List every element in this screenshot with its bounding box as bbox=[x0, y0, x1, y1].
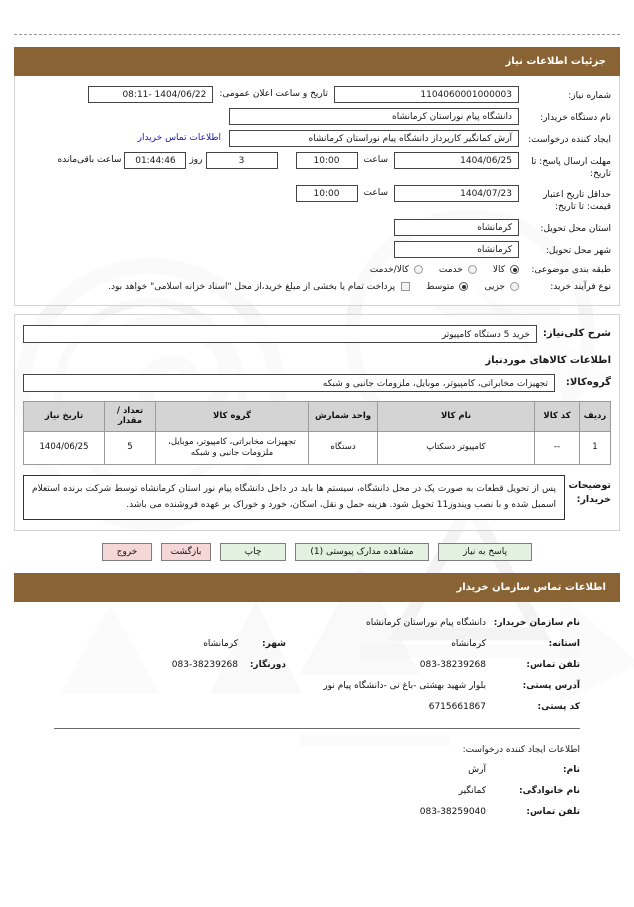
contact-fax-label: دورنگار: bbox=[249, 660, 286, 671]
col-header-date: تاریخ نیاز bbox=[24, 401, 105, 431]
goods-section-title: اطلاعات کالاهای موردنیاز bbox=[485, 354, 611, 366]
radio-option-kala[interactable] bbox=[493, 265, 519, 275]
goods-group-row bbox=[23, 374, 611, 392]
price-validity-label: حداقل تاریخ اعتبار قیمت: تا تاریخ: bbox=[543, 190, 611, 213]
contact-phone-label: تلفن تماس: bbox=[526, 660, 580, 671]
creator-value: آرش کمانگیر کارپرداز دانشگاه پیام نوراستان کرمانشاه bbox=[229, 130, 519, 147]
buyer-contact-link[interactable]: اطلاعات تماس خریدار bbox=[137, 133, 221, 143]
countdown-value: 01:44:46 bbox=[124, 152, 186, 169]
radio-option-motevaset[interactable] bbox=[426, 282, 468, 292]
action-button-row bbox=[14, 543, 620, 561]
buyer-org-row bbox=[23, 108, 611, 125]
radio-label-khedmat: خدمت bbox=[438, 264, 463, 275]
checkbox-icon-treasury[interactable] bbox=[401, 282, 410, 291]
contact-org-row bbox=[54, 618, 580, 628]
contact-city-label: شهر: bbox=[262, 639, 286, 650]
radio-option-kala-khedmat[interactable] bbox=[370, 265, 423, 275]
reply-deadline-label: مهلت ارسال پاسخ: تا تاریخ: bbox=[531, 157, 611, 180]
creator-section-title: اطلاعات ایجاد کننده درخواست: bbox=[462, 745, 580, 756]
page-root bbox=[0, 34, 634, 904]
price-validity-time: 10:00 bbox=[296, 185, 358, 202]
radio-option-jozii[interactable] bbox=[484, 282, 519, 292]
radio-label-jozii: جزیی bbox=[484, 281, 505, 292]
price-validity-row bbox=[23, 185, 611, 213]
need-number-row bbox=[23, 86, 611, 103]
col-header-group: گروه کالا bbox=[156, 401, 309, 431]
reply-deadline-time: 10:00 bbox=[296, 152, 358, 169]
need-details-title: جزئیات اطلاعات نیاز bbox=[505, 56, 606, 67]
creator-firstname-row bbox=[54, 765, 580, 775]
reply-deadline-date: 1404/06/25 bbox=[394, 152, 519, 169]
contact-phone-fax-row bbox=[54, 660, 580, 670]
radio-icon-kala[interactable] bbox=[510, 265, 519, 274]
remaining-days-value: 3 bbox=[206, 152, 278, 169]
col-header-radif: ردیف bbox=[580, 401, 611, 431]
creator-label: ایجاد کننده درخواست: bbox=[528, 135, 611, 145]
goods-group-value: تجهیزات مخابراتی، کامپیوتر، موبایل، ملزومات جانبی و شبکه bbox=[23, 374, 555, 392]
contact-fax-value: 083-38239268 bbox=[171, 660, 238, 671]
creator-phone-label: تلفن تماس: bbox=[526, 807, 580, 818]
buyer-org-label: نام دستگاه خریدار: bbox=[540, 113, 611, 123]
delivery-province-value: کرمانشاه bbox=[394, 219, 519, 236]
contact-postal-label: کد پستی: bbox=[537, 702, 580, 713]
radio-label-kala: کالا bbox=[492, 264, 505, 275]
summary-value: خرید 5 دستگاه کامپیوتر bbox=[23, 325, 537, 343]
price-validity-date: 1404/07/23 bbox=[394, 185, 519, 202]
back-button[interactable]: بازگشت bbox=[161, 543, 211, 561]
print-button[interactable]: چاپ bbox=[220, 543, 286, 561]
creator-phone-value: 083-38259040 bbox=[419, 807, 486, 818]
announce-datetime-value: 1404/06/22 -08:11 bbox=[88, 86, 213, 103]
cell-code: -- bbox=[535, 431, 580, 464]
delivery-province-row bbox=[23, 219, 611, 236]
contact-city-value: کرمانشاه bbox=[203, 639, 238, 650]
radio-icon-kala-khedmat[interactable] bbox=[414, 265, 423, 274]
radio-icon-khedmat[interactable] bbox=[468, 265, 477, 274]
process-type-label: نوع فرآیند خرید: bbox=[550, 281, 611, 292]
subject-class-label: طبقه بندی موضوعی: bbox=[531, 264, 611, 275]
contact-province-label: استانه: bbox=[548, 639, 580, 650]
buyer-contact-title: اطلاعات تماس سازمان خریدار bbox=[456, 582, 606, 594]
goods-group-label: گروه‌کالا: bbox=[565, 377, 611, 389]
creator-row bbox=[23, 130, 611, 147]
contact-phone-value: 083-38239268 bbox=[419, 660, 486, 671]
col-header-name: نام کالا bbox=[378, 401, 535, 431]
top-divider bbox=[14, 34, 620, 35]
contact-province-value: کرمانشاه bbox=[451, 639, 486, 650]
days-label: روز bbox=[189, 155, 203, 165]
table-row bbox=[24, 431, 611, 464]
announce-datetime-label: تاریخ و ساعت اعلان عمومی: bbox=[219, 89, 328, 99]
contact-org-value: دانشگاه پیام نوراستان کرمانشاه bbox=[365, 618, 486, 629]
cell-date: 1404/06/25 bbox=[24, 431, 105, 464]
contact-province-city-row bbox=[54, 639, 580, 649]
contact-postal-row bbox=[54, 702, 580, 712]
creator-phone-row bbox=[54, 807, 580, 817]
subject-class-row bbox=[23, 263, 611, 277]
creator-lastname-row bbox=[54, 786, 580, 796]
creator-firstname-value: آرش bbox=[468, 765, 486, 776]
creator-section bbox=[14, 765, 620, 817]
reply-deadline-row bbox=[23, 152, 611, 180]
buyer-contact-section bbox=[14, 602, 620, 712]
need-number-label: شماره نیاز: bbox=[568, 91, 611, 101]
goods-table bbox=[23, 401, 611, 465]
delivery-city-value: کرمانشاه bbox=[394, 241, 519, 258]
summary-goods-panel bbox=[14, 314, 620, 532]
delivery-province-label: استان محل تحویل: bbox=[540, 223, 611, 234]
creator-lastname-label: نام خانوادگی: bbox=[518, 786, 580, 797]
hour-label-2: ساعت bbox=[363, 188, 388, 199]
buyer-notes-row bbox=[23, 475, 611, 521]
radio-icon-motevaset[interactable] bbox=[459, 282, 468, 291]
treasury-checkbox-item[interactable] bbox=[108, 282, 410, 292]
process-type-row bbox=[23, 280, 611, 294]
hour-label-1: ساعت bbox=[363, 155, 388, 165]
creator-firstname-label: نام: bbox=[563, 765, 580, 776]
col-header-unit: واحد شمارش bbox=[309, 401, 378, 431]
summary-row bbox=[23, 325, 611, 343]
contact-address-row bbox=[54, 681, 580, 691]
buyer-notes-text: پس از تحویل قطعات به صورت پک در محل دانشگاه، سیستم ها باید در داخل دانشگاه پیام نور استان کرمانشاه توسط شرکت برنده استعلام اسمبل شده و با نصب ویندوز11 تحویل شود. هزینه حمل و نقل، اسکان، خورد و خوراک بر عهده فروشنده می باشد. bbox=[23, 475, 565, 521]
countdown-label: ساعت باقی‌مانده bbox=[57, 155, 122, 165]
cell-qty: 5 bbox=[105, 431, 156, 464]
radio-option-khedmat[interactable] bbox=[439, 265, 477, 275]
cell-name: کامپیوتر دسکتاپ bbox=[378, 431, 535, 464]
cell-unit: دستگاه bbox=[309, 431, 378, 464]
creator-lastname-value: کمانگیر bbox=[458, 786, 486, 797]
answer-need-button[interactable]: پاسخ به نیاز bbox=[438, 543, 532, 561]
col-header-qty: تعداد / مقدار bbox=[105, 401, 156, 431]
buyer-notes-label: توضیحات خریدار: bbox=[568, 479, 611, 506]
need-details-panel bbox=[14, 76, 620, 306]
radio-icon-jozii[interactable] bbox=[510, 282, 519, 291]
need-details-header bbox=[14, 47, 620, 76]
cell-radif: 1 bbox=[580, 431, 611, 464]
radio-label-kala-khedmat: کالا/خدمت bbox=[369, 264, 409, 275]
buyer-org-value: دانشگاه پیام نوراستان کرمانشاه bbox=[229, 108, 519, 125]
need-number-value: 1104060001000003 bbox=[334, 86, 519, 103]
contact-address-label: آدرس پستی: bbox=[522, 681, 580, 692]
contact-address-value: بلوار شهید بهشتی -باغ نی -دانشگاه پیام نور bbox=[323, 681, 486, 692]
contact-org-label: نام سازمان خریدار: bbox=[493, 618, 580, 629]
summary-label: شرح کلی‌نیاز: bbox=[542, 328, 611, 340]
radio-label-motevaset: متوسط bbox=[426, 281, 455, 292]
buyer-contact-header bbox=[14, 573, 620, 602]
treasury-checkbox-label: پرداخت تمام یا بخشی از مبلغ خرید،از محل "اسناد خزانه اسلامی" خواهد بود. bbox=[108, 281, 396, 292]
contact-postal-value: 6715661867 bbox=[428, 702, 486, 713]
exit-button[interactable]: خروج bbox=[102, 543, 152, 561]
col-header-code: کد کالا bbox=[535, 401, 580, 431]
cell-group: تجهیزات مخابراتی، کامپیوتر، موبایل، ملزومات جانبی و شبکه bbox=[156, 431, 309, 464]
goods-table-header-row bbox=[24, 401, 611, 431]
view-attachments-button[interactable]: مشاهده مدارک پیوستی (1) bbox=[295, 543, 429, 561]
delivery-city-row bbox=[23, 241, 611, 258]
delivery-city-label: شهر محل تحویل: bbox=[545, 245, 611, 256]
